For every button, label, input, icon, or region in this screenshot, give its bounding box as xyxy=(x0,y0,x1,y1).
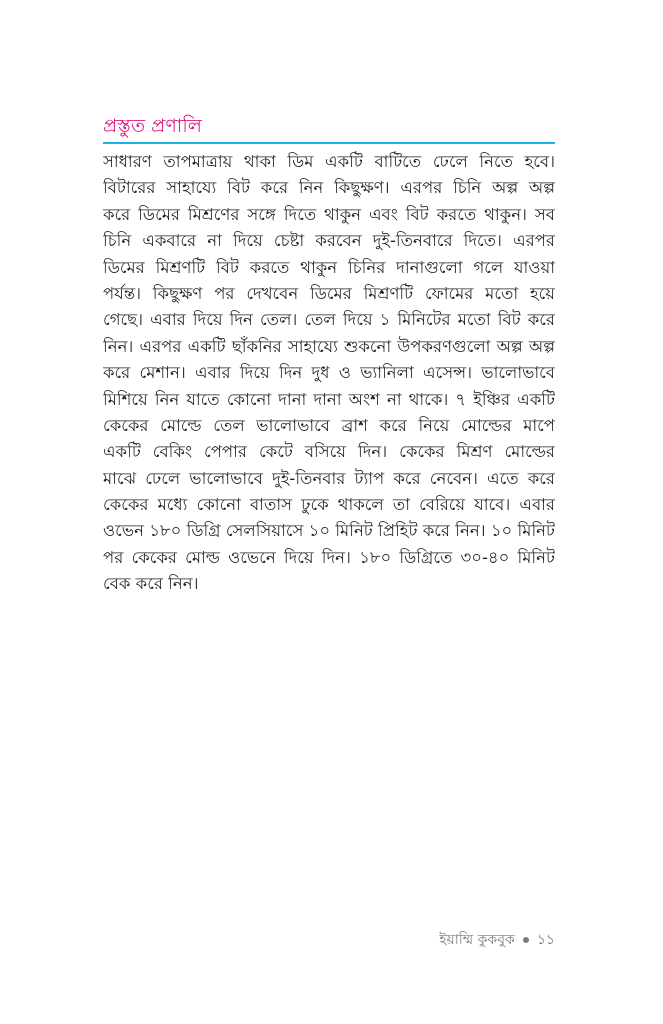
paragraph-line: মাঝে ঢেলে ভালোভাবে দুই-তিনবার ট্যাপ করে নেবেন। এতে করে xyxy=(103,468,555,488)
heading-underline-rule xyxy=(103,142,555,144)
page-footer xyxy=(439,930,555,950)
recipe-method-paragraph xyxy=(103,149,555,598)
paragraph-line: করে মেশান। এবার দিয়ে দিন দুধ ও ভ্যানিলা এসেন্স। ভালোভাবে xyxy=(103,363,555,383)
section-heading: প্রস্তুত প্রণালি xyxy=(103,115,202,137)
paragraph-line: গেছে। এবার দিয়ে দিন তেল। তেল দিয়ে ১ মিনিটের মতো বিট করে xyxy=(103,310,555,330)
paragraph-line: বেক করে নিন। xyxy=(103,574,199,594)
book-title: ইয়াম্মি কুকবুক xyxy=(439,932,515,948)
paragraph-line: কেকের মোল্ডে তেল ভালোভাবে ব্রাশ করে নিয়ে মোল্ডের মাপে xyxy=(103,415,555,435)
paragraph-line: চিনি একবারে না দিয়ে চেষ্টা করবেন দুই-তিনবারে দিতে। এরপর xyxy=(103,231,555,251)
paragraph-line: ডিমের মিশ্রণটি বিট করতে থাকুন চিনির দানাগুলো গলে যাওয়া xyxy=(103,257,555,277)
page-number: ১১ xyxy=(536,932,555,948)
paragraph-line: বিটারের সাহায্যে বিট করে নিন কিছুক্ষণ। এরপর চিনি অল্প অল্প xyxy=(103,178,555,198)
paragraph-line: নিন। এরপর একটি ছাঁকনির সাহায্যে শুকনো উপকরণগুলো অল্প অল্প xyxy=(103,336,555,356)
paragraph-line: কেকের মধ্যে কোনো বাতাস ঢুকে থাকলে তা বেরিয়ে যাবে। এবার xyxy=(103,495,555,515)
paragraph-line: করে ডিমের মিশ্রণের সঙ্গে দিতে থাকুন এবং বিট করতে থাকুন। সব xyxy=(103,204,555,224)
paragraph-line: ওভেন ১৮০ ডিগ্রি সেলসিয়াসে ১০ মিনিট প্রিহিট করে নিন। ১০ মিনিট xyxy=(103,521,555,541)
paragraph-line: পর্যন্ত। কিছুক্ষণ পর দেখবেন ডিমের মিশ্রণটি ফোমের মতো হয়ে xyxy=(103,283,555,303)
bullet-separator-icon xyxy=(523,937,529,943)
paragraph-line: একটি বেকিং পেপার কেটে বসিয়ে দিন। কেকের মিশ্রণ মোল্ডের xyxy=(103,442,555,462)
paragraph-line: মিশিয়ে নিন যাতে কোনো দানা দানা অংশ না থাকে। ৭ ইঞ্চির একটি xyxy=(103,389,555,409)
paragraph-line: সাধারণ তাপমাত্রায় থাকা ডিম একটি বাটিতে ঢেলে নিতে হবে। xyxy=(103,152,555,171)
paragraph-line: পর কেকের মোল্ড ওভেনে দিয়ে দিন। ১৮০ ডিগ্রিতে ৩০-৪০ মিনিট xyxy=(103,547,555,567)
